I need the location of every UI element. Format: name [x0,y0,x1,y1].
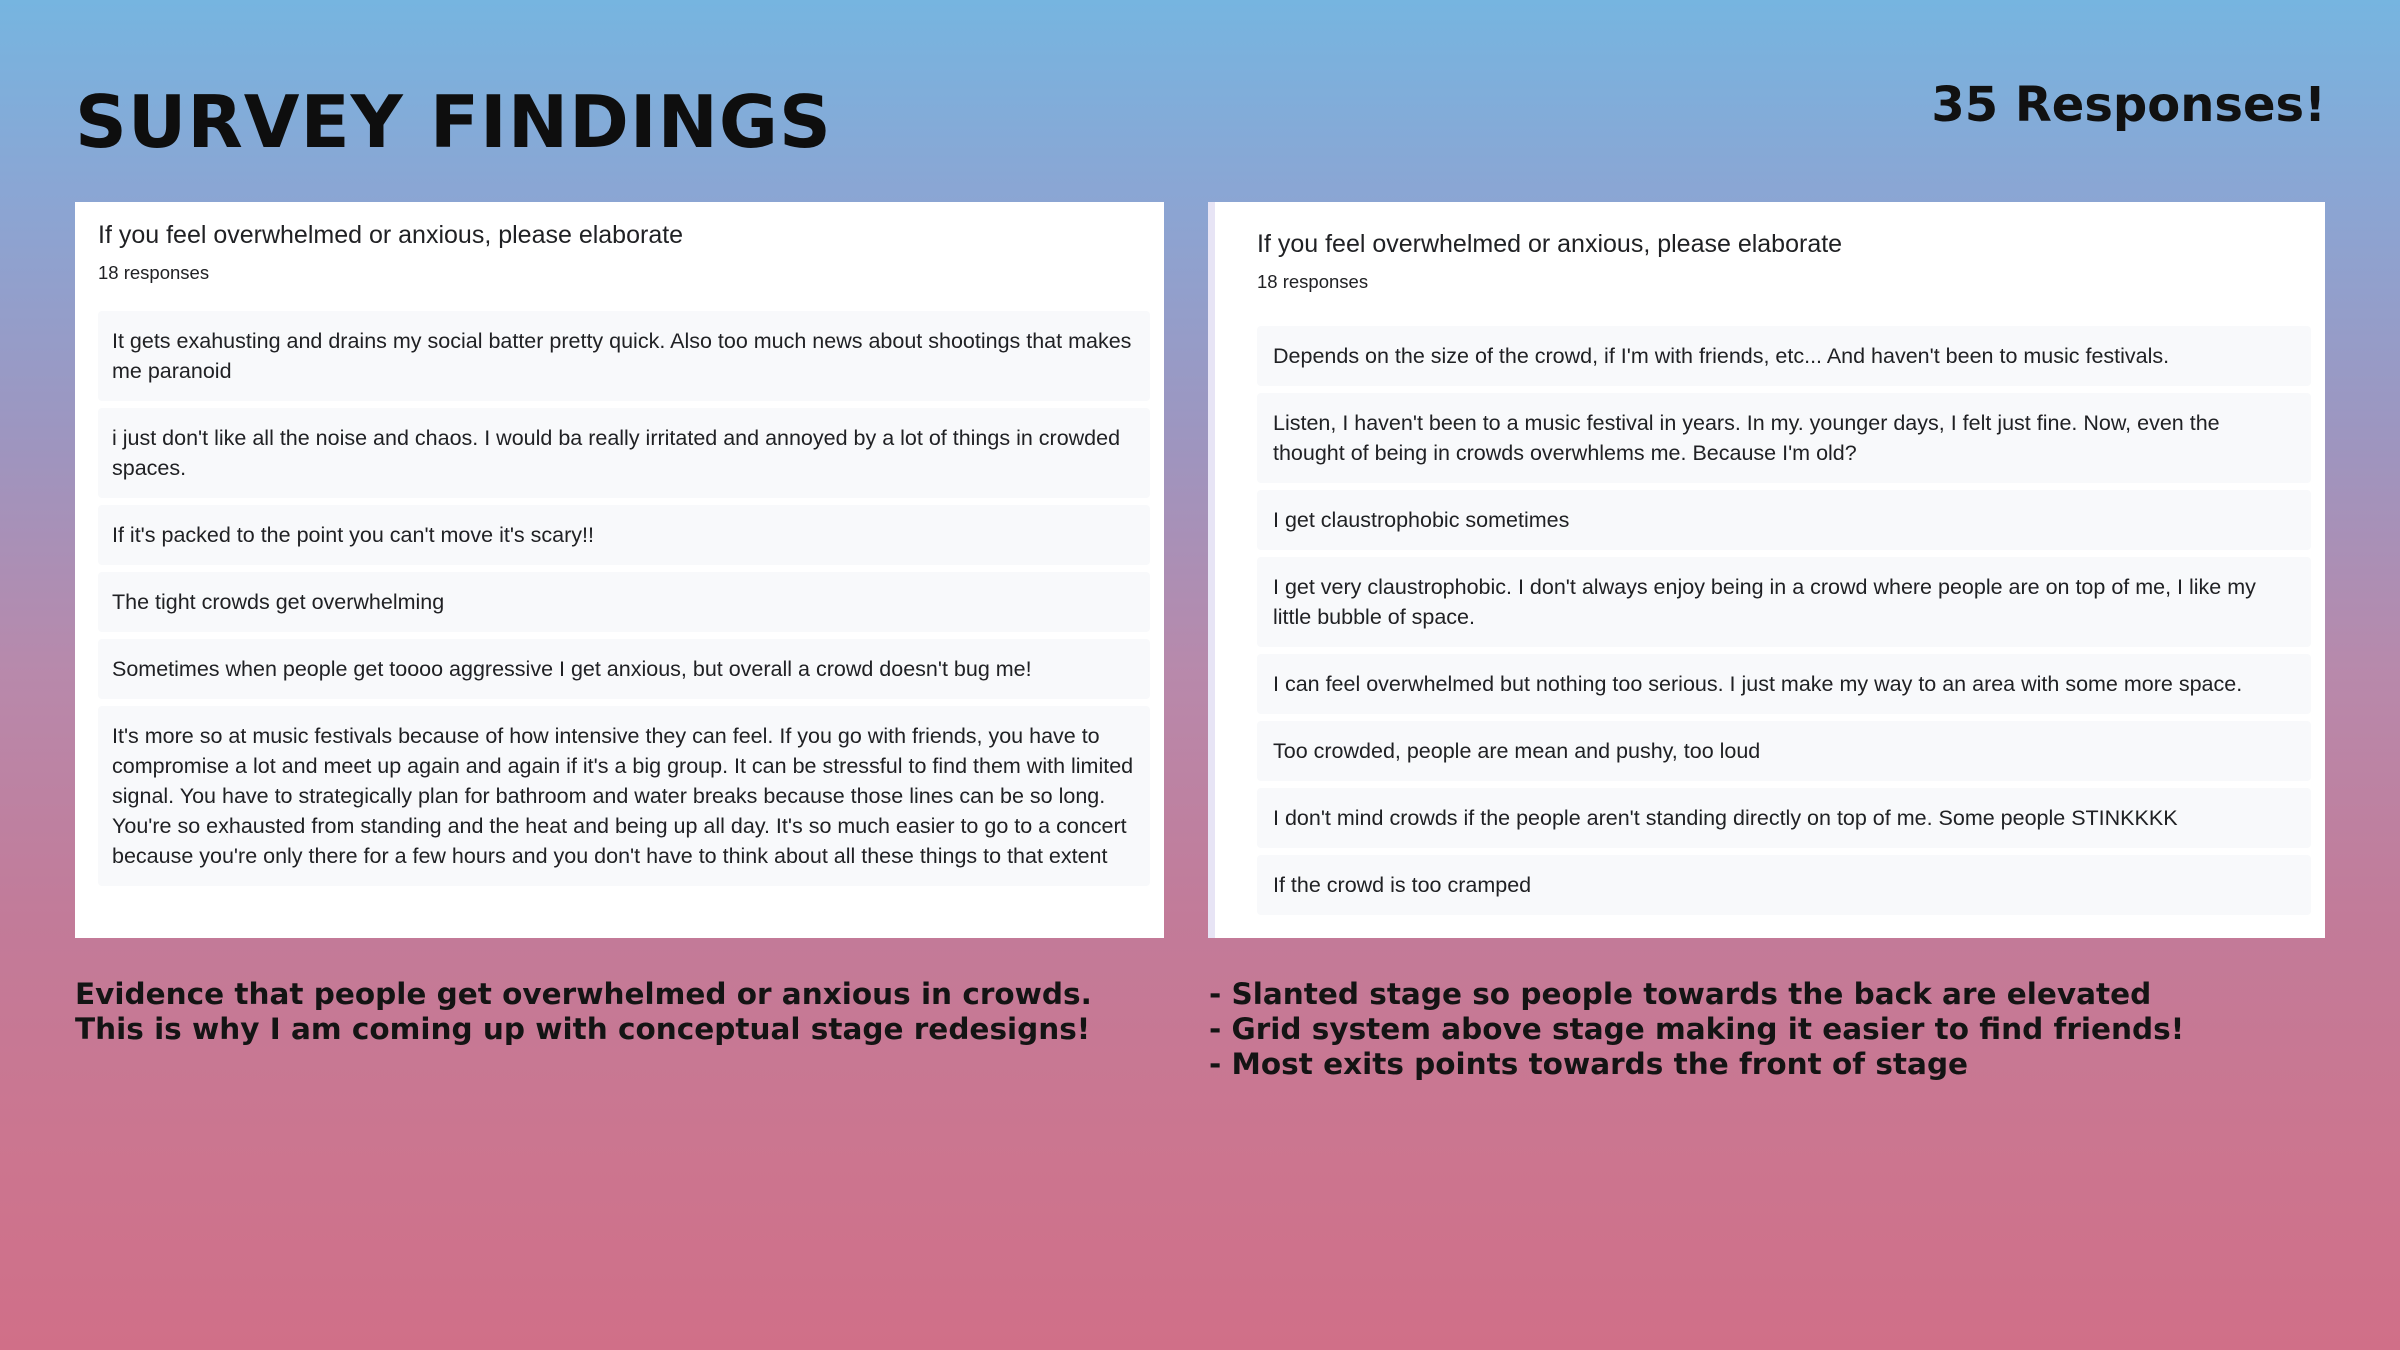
evidence-caption [75,977,1092,1047]
response-item: I can feel overwhelmed but nothing too serious. I just make my way to an area with some more space. [1257,654,2311,714]
response-item: i just don't like all the noise and chaos. I would ba really irritated and annoyed by a lot of things in crowded spaces. [98,408,1150,498]
response-item: It's more so at music festivals because of how intensive they can feel. If you go with friends, you have to compromise a lot and meet up again and again if it's a big group. It can be stressful to find them with limited signal. You have to strategically plan for bathroom and water breaks because those lines can be so long. You're so exhausted from standing and the heat and being up all day. It's so much easier to go to a concert because you're only there for a few hours and you don't have to think about all these things to that extent [98,706,1150,886]
response-list [98,311,1150,886]
response-count: 18 responses [98,262,210,283]
response-item: Sometimes when people get toooo aggressive I get anxious, but overall a crowd doesn't bug me! [98,639,1150,699]
response-item: I get claustrophobic sometimes [1257,490,2311,550]
caption-line: This is why I am coming up with conceptual stage redesigns! [75,1012,1091,1046]
response-item: If it's packed to the point you can't move it's scary!! [98,505,1150,565]
response-item: I don't mind crowds if the people aren't standing directly on top of me. Some people STINKKKK [1257,788,2311,848]
response-item: Depends on the size of the crowd, if I'm with friends, etc... And haven't been to music festivals. [1257,326,2311,386]
response-item: It gets exahusting and drains my social batter pretty quick. Also too much news about shootings that makes me paranoid [98,311,1150,401]
response-item: Listen, I haven't been to a music festival in years. In my. younger days, I felt just fine. Now, even the thought of being in crowds overwhlems me. Because I'm old? [1257,393,2311,483]
response-item: The tight crowds get overwhelming [98,572,1150,632]
redesign-item: - Grid system above stage making it easier to find friends! [1209,1012,2185,1046]
right-survey-card [1208,202,2325,938]
caption-line: Evidence that people get overwhelmed or anxious in crowds. [75,977,1092,1011]
redesign-list [1209,977,2184,1082]
redesign-item: - Slanted stage so people towards the back are elevated [1209,977,2152,1011]
left-survey-card [75,202,1164,938]
redesign-item: - Most exits points towards the front of stage [1209,1047,1969,1081]
survey-question: If you feel overwhelmed or anxious, please elaborate [1257,230,1843,258]
response-item: Too crowded, people are mean and pushy, too loud [1257,721,2311,781]
response-total: 35 Responses! [1931,77,2326,133]
response-count: 18 responses [1257,271,1369,292]
slide-title: SURVEY FINDINGS [75,80,832,164]
response-list [1257,326,2311,915]
response-item: If the crowd is too cramped [1257,855,2311,915]
response-item: I get very claustrophobic. I don't always enjoy being in a crowd where people are on top of me, I like my little bubble of space. [1257,557,2311,647]
survey-question: If you feel overwhelmed or anxious, please elaborate [98,221,684,249]
